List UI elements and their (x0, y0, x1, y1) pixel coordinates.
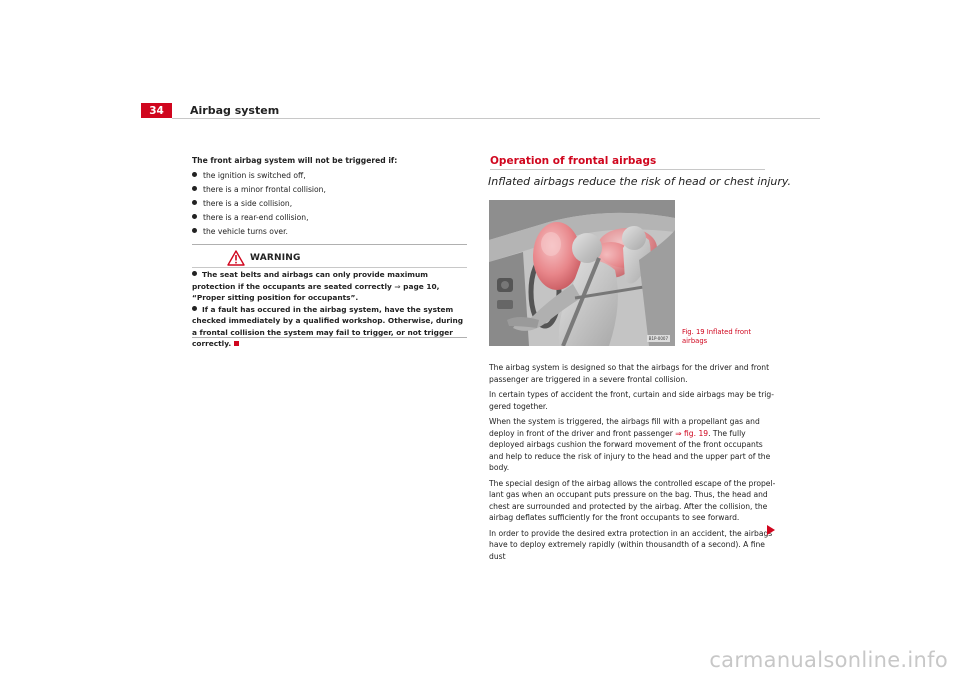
bullet-icon (192, 228, 197, 233)
inflated-airbags-illustration (489, 200, 675, 346)
section-title: Operation of frontal airbags (490, 155, 657, 167)
bullet-icon (192, 271, 197, 276)
continued-arrow-icon (767, 525, 775, 535)
paragraph: The special design of the airbag allows the controlled escape of the propel-lant gas when an occupant puts pressure on the bag. Thus, the head and chest are surrounded and protected by the airbag. After the collision, the airbag deflates sufficiently for the front occupants to see forward. (489, 478, 776, 522)
warning-box (192, 244, 467, 348)
not-triggered-list (192, 169, 326, 239)
not-triggered-lead: The front airbag system will not be triggered if: (192, 156, 398, 165)
warning-item: If a fault has occured in the airbag system, have the system checked immediately by a qualified workshop. Otherwise, during a frontal collision the system may fail to trigger, or not trigger correctly. (192, 304, 464, 348)
warning-divider (192, 267, 467, 268)
section-body (489, 362, 777, 566)
figure-caption: Fig. 19 Inflated front airbags (682, 328, 751, 345)
warning-triangle-icon (227, 250, 245, 266)
warning-body (192, 269, 467, 350)
watermark: carmanualsonline.info (709, 648, 948, 672)
warning-item: The seat belts and airbags can only provide maximum protection if the occupants are seated correctly ⇒ page 10, “Proper sitting position for occupants”. (192, 270, 440, 302)
paragraph: The airbag system is designed so that the airbags for the driver and front passenger are triggered in a severe frontal collision. (489, 363, 770, 384)
paragraph: In order to provide the desired extra protection in an accident, the airbags have to deploy extremely rapidly (within thousandth of a second). A fine dust (489, 528, 773, 561)
bullet-icon (192, 186, 197, 191)
figure-code: B1P-0007 (648, 336, 668, 341)
section-divider (490, 169, 765, 170)
airbag-figure (489, 200, 675, 346)
list-item: there is a minor frontal collision, (192, 183, 326, 197)
bullet-icon (192, 214, 197, 219)
paragraph: In certain types of accident the front, curtain and side airbags may be trig-gered together. (489, 390, 774, 411)
warning-label: WARNING (250, 253, 301, 263)
list-item: there is a rear-end collision, (192, 211, 326, 225)
paragraph: When the system is triggered, the airbags fill with a propellant gas and deploy in front of the driver and front passenger ⇒ fig. 19. The fully deployed airbags cushion the forward movement of the front occupants and help to reduce the risk of injury to the head and the upper part of the body. (489, 417, 771, 472)
list-item: the ignition is switched off, (192, 169, 326, 183)
list-item: there is a side collision, (192, 197, 326, 211)
bullet-icon (192, 172, 197, 177)
bullet-icon (192, 306, 197, 311)
list-item: the vehicle turns over. (192, 225, 326, 239)
header-divider (172, 118, 820, 119)
page-header-title: Airbag system (190, 104, 280, 117)
figure-link[interactable]: ⇒ fig. 19 (675, 428, 709, 438)
page-number: 34 (141, 103, 172, 118)
cross-reference-arrow: ⇒ (394, 281, 401, 291)
section-subtitle: Inflated airbags reduce the risk of head or chest injury. (488, 175, 792, 188)
warning-heading (227, 247, 301, 269)
section-end-icon (234, 341, 239, 346)
bullet-icon (192, 200, 197, 205)
